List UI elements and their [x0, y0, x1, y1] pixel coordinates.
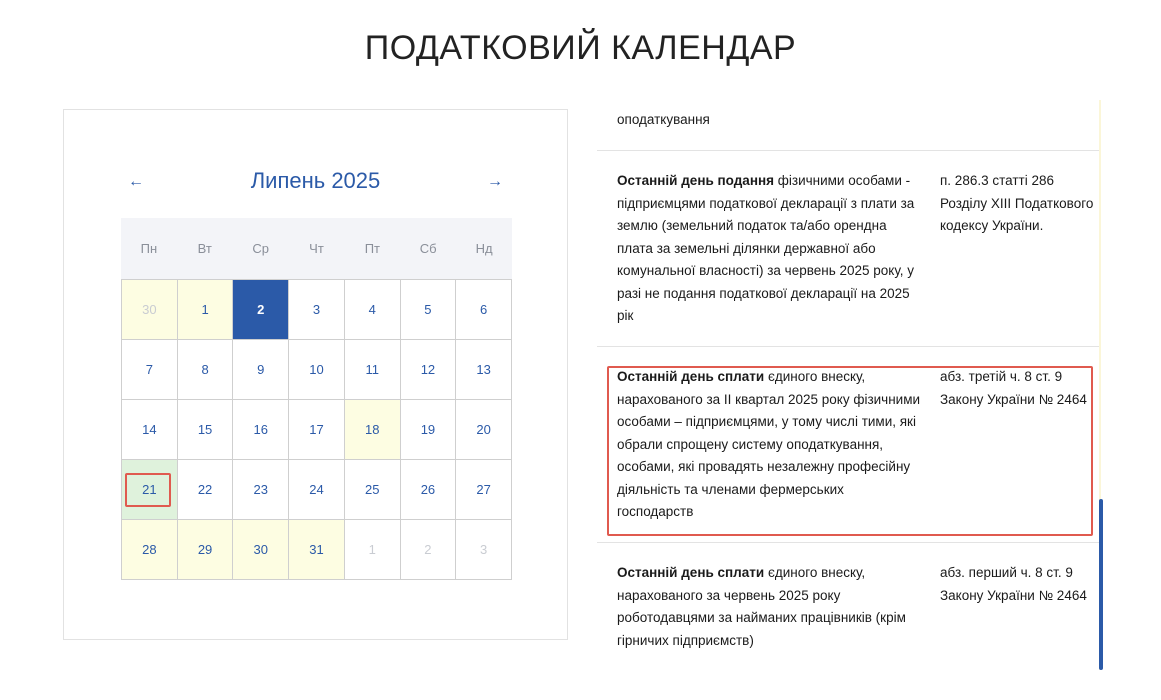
calendar-header	[64, 168, 567, 198]
event-entry	[597, 151, 1099, 347]
events-panel	[597, 100, 1101, 670]
calendar-day[interactable]	[401, 400, 457, 460]
day-number: 23	[253, 482, 269, 497]
day-number: 27	[476, 482, 491, 497]
weekday-label: Вт	[197, 241, 212, 256]
event-entry-partial	[597, 100, 1099, 151]
calendar-day[interactable]	[345, 460, 401, 520]
event-legal-reference: абз. третій ч. 8 ст. 9 Закону України № 2464	[940, 369, 1087, 407]
calendar-day[interactable]	[401, 340, 457, 400]
weekday-label: Чт	[309, 241, 324, 256]
calendar-day[interactable]	[456, 280, 512, 340]
event-entry-highlighted[interactable]	[597, 347, 1099, 543]
weekday-label: Ср	[252, 241, 269, 256]
day-number: 17	[309, 422, 324, 437]
calendar-day[interactable]	[401, 460, 457, 520]
calendar-day[interactable]	[233, 460, 289, 520]
calendar-grid	[121, 218, 512, 580]
event-entry	[597, 543, 1099, 670]
prev-month-arrow-icon[interactable]: ←	[128, 173, 144, 190]
day-number: 20	[476, 422, 491, 437]
event-text: єдиного внеску, нарахованого за червень 2025 року роботодавцями за найманих працівників (крім гірничих підприємств)	[617, 565, 906, 648]
calendar-day[interactable]	[178, 280, 234, 340]
day-number: 21	[142, 482, 157, 497]
calendar-days	[121, 279, 512, 580]
day-number: 18	[364, 422, 380, 437]
day-number: 6	[480, 302, 488, 317]
day-number: 22	[197, 482, 213, 497]
day-number: 5	[424, 302, 432, 317]
calendar-day[interactable]	[233, 400, 289, 460]
weekday-label: Нд	[475, 241, 493, 256]
calendar-day[interactable]	[345, 340, 401, 400]
calendar-day[interactable]	[401, 520, 457, 580]
calendar-day[interactable]	[345, 520, 401, 580]
day-number: 16	[253, 422, 269, 437]
calendar-day[interactable]	[456, 400, 512, 460]
calendar-day[interactable]	[456, 460, 512, 520]
calendar-day[interactable]	[345, 280, 401, 340]
day-number: 2	[424, 542, 432, 557]
panel-scrollbar[interactable]	[1099, 499, 1103, 670]
day-number: 1	[368, 542, 376, 557]
day-number: 1	[201, 302, 209, 317]
day-number: 15	[197, 422, 213, 437]
calendar-day[interactable]	[233, 340, 289, 400]
calendar-day[interactable]	[289, 460, 345, 520]
calendar-day[interactable]	[289, 520, 345, 580]
calendar-day[interactable]	[122, 280, 178, 340]
day-number: 30	[142, 302, 157, 317]
day-number: 8	[201, 362, 209, 377]
event-description	[617, 366, 922, 524]
calendar-day[interactable]	[178, 400, 234, 460]
day-number: 28	[142, 542, 157, 557]
day-number: 25	[364, 482, 380, 497]
day-number: 19	[420, 422, 436, 437]
calendar-day-selected[interactable]	[122, 460, 178, 520]
page-title: ПОДАТКОВИЙ КАЛЕНДАР	[364, 28, 797, 67]
calendar-day[interactable]	[178, 340, 234, 400]
calendar-day[interactable]	[122, 400, 178, 460]
weekday-header-row	[121, 218, 512, 279]
next-month-arrow-icon[interactable]: →	[487, 173, 503, 190]
day-number: 26	[420, 482, 436, 497]
event-text: фізичними особами - підприємцями податкової декларації з плати за землю (земельний податок та/або орендна плата за земельні ділянки державної або комунальної власності) за червень 2025 року, у разі не подання податкової декларації на 2025 рік	[617, 173, 915, 323]
calendar-day[interactable]	[122, 340, 178, 400]
day-number: 2	[257, 302, 265, 317]
day-number: 10	[309, 362, 324, 377]
day-number: 3	[312, 302, 321, 317]
calendar-day[interactable]	[233, 520, 289, 580]
calendar-day[interactable]	[456, 340, 512, 400]
day-number: 14	[142, 422, 157, 437]
calendar-day-today[interactable]	[233, 280, 289, 340]
calendar-day[interactable]	[122, 520, 178, 580]
event-title-bold: Останній день сплати	[617, 565, 765, 580]
calendar-day[interactable]	[345, 400, 401, 460]
calendar-day[interactable]	[178, 520, 234, 580]
day-number: 4	[368, 302, 376, 317]
weekday-label: Пн	[140, 241, 158, 256]
day-number: 11	[365, 362, 379, 377]
event-title-bold: Останній день сплати	[617, 369, 765, 384]
event-title-bold: Останній день подання	[617, 173, 775, 188]
event-legal-reference: п. 286.3 статті 286 Розділу ХІІІ Податкового кодексу України.	[940, 173, 1094, 233]
calendar-day[interactable]	[289, 400, 345, 460]
event-description: оподаткування	[617, 112, 710, 127]
calendar-widget	[63, 109, 568, 640]
day-number: 24	[309, 482, 324, 497]
calendar-day[interactable]	[289, 340, 345, 400]
month-title: Липень 2025	[250, 168, 381, 193]
day-number: 7	[145, 362, 153, 377]
event-description	[617, 170, 922, 328]
day-number: 29	[197, 542, 213, 557]
calendar-day[interactable]	[456, 520, 512, 580]
calendar-day[interactable]	[178, 460, 234, 520]
day-number: 31	[309, 542, 324, 557]
event-description	[617, 562, 922, 652]
event-legal-reference: абз. перший ч. 8 ст. 9 Закону України № 2464	[940, 565, 1087, 603]
calendar-day[interactable]	[289, 280, 345, 340]
day-number: 30	[253, 542, 269, 557]
event-text: єдиного внеску, нарахованого за ІІ квартал 2025 року фізичними особами – підприємцями, у тому числі тими, які обрали спрощену систему оподаткування, особами, які провадять незалежну професійну діяльність та членами фермерських господарств	[617, 369, 921, 519]
weekday-label: Сб	[419, 241, 437, 256]
day-number: 13	[476, 362, 491, 377]
day-number: 3	[480, 542, 488, 557]
calendar-day[interactable]	[401, 280, 457, 340]
weekday-label: Пт	[364, 241, 380, 256]
day-number: 9	[257, 362, 265, 377]
day-number: 12	[420, 362, 436, 377]
